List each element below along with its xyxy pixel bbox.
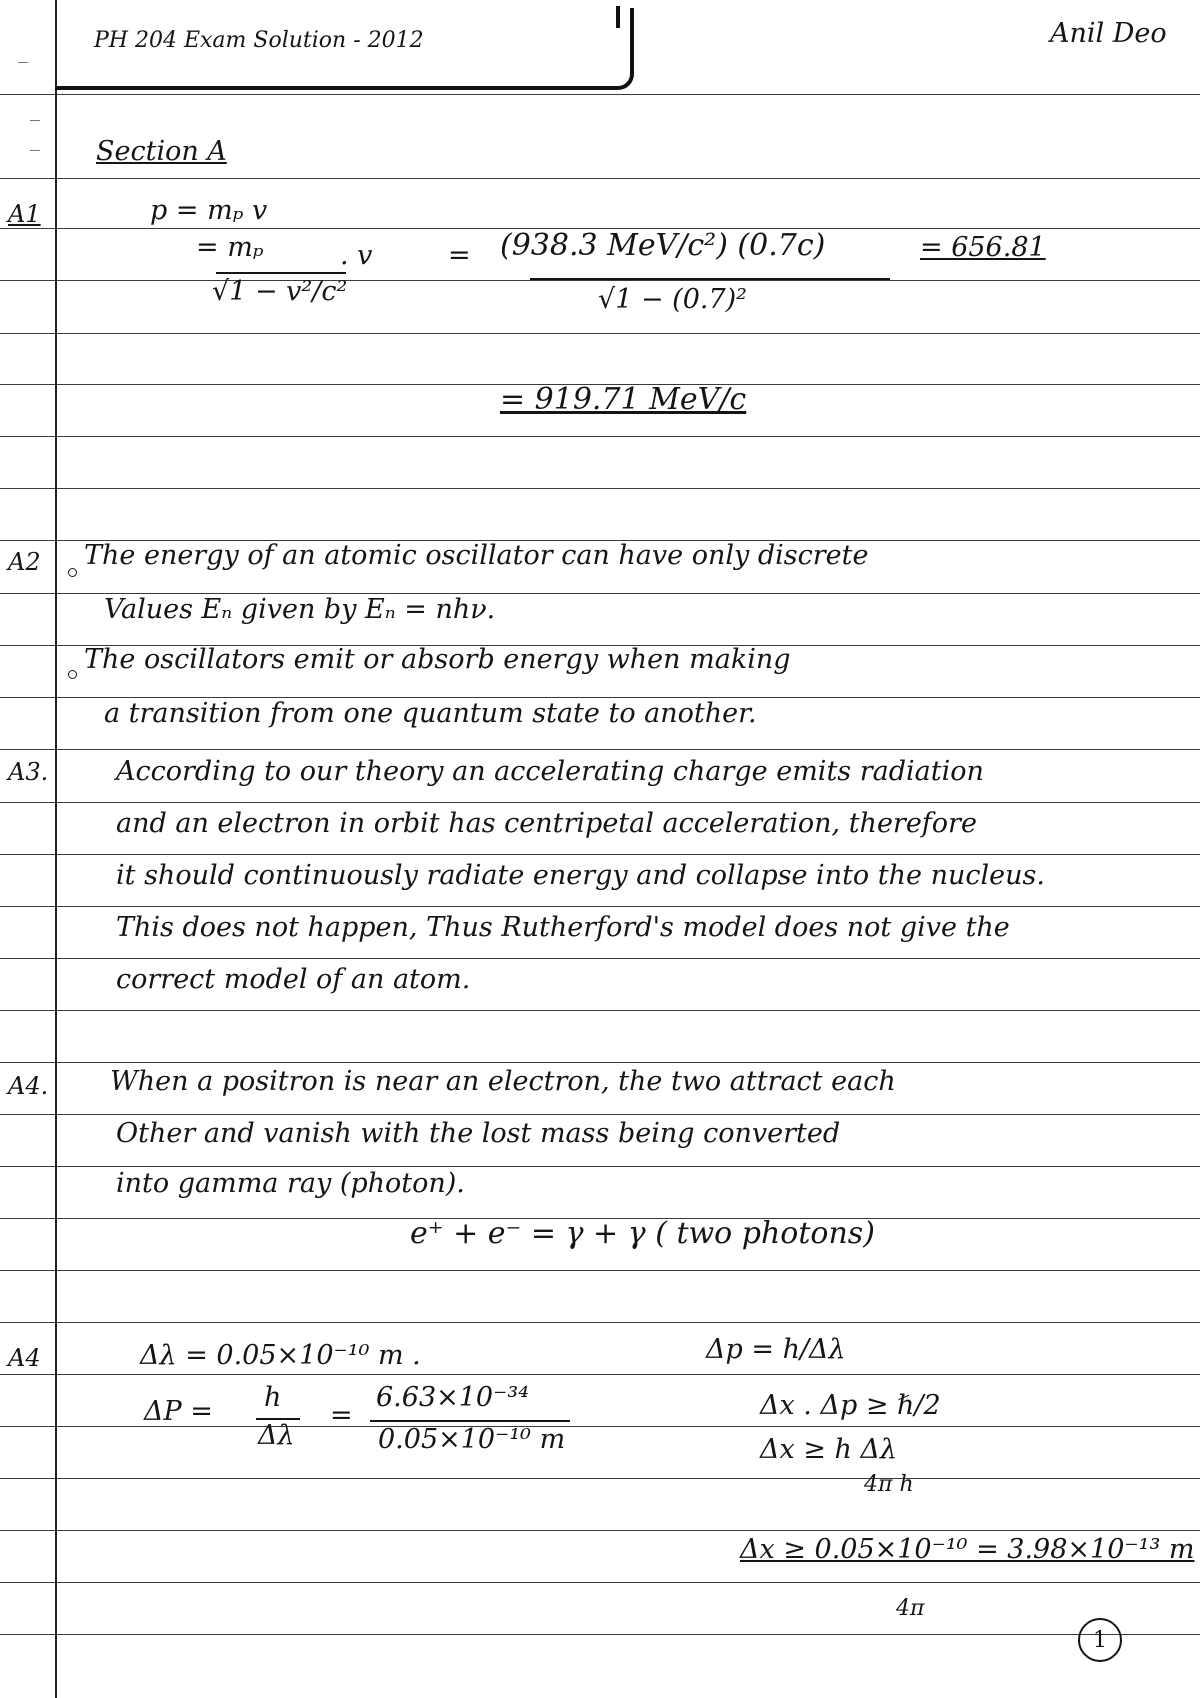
a3-line-3: it should continuously radiate energy and collapse into the nucleus. bbox=[116, 860, 1045, 891]
a3-line-5: correct model of an atom. bbox=[116, 964, 471, 995]
ruled-line bbox=[0, 1530, 1200, 1531]
question-label-a3: A3. bbox=[8, 758, 49, 786]
a5-final-result: Δx ≥ 0.05×10⁻¹⁰ = 3.98×10⁻¹³ m bbox=[740, 1534, 1195, 1565]
ruled-line bbox=[0, 333, 1200, 334]
ruled-line bbox=[0, 749, 1200, 750]
a1-intermediate-value: = 656.81 bbox=[920, 232, 1046, 263]
fraction-bar bbox=[370, 1420, 570, 1422]
ruled-line bbox=[0, 1322, 1200, 1323]
bullet-point bbox=[68, 568, 77, 577]
ruled-line bbox=[0, 488, 1200, 489]
a4-line-3: into gamma ray (photon). bbox=[116, 1168, 465, 1199]
a1-velocity-factor: . v bbox=[340, 240, 373, 271]
ruled-line bbox=[0, 958, 1200, 959]
a5-delta-p-lhs: ΔP = bbox=[144, 1396, 213, 1427]
question-label-a2: A2 bbox=[8, 548, 41, 576]
a2-line-2: Values Eₙ given by Eₙ = nhν. bbox=[104, 594, 496, 625]
header-box-cap bbox=[616, 6, 620, 28]
a5-delta-p-den: Δλ bbox=[258, 1420, 295, 1451]
a3-line-4: This does not happen, Thus Rutherford's model does not give the bbox=[116, 912, 1010, 943]
ruled-line bbox=[0, 1062, 1200, 1063]
a5-de-broglie-relation: Δp = h/Δλ bbox=[706, 1334, 846, 1365]
ruled-line bbox=[0, 1270, 1200, 1271]
a5-delta-p-equals: = bbox=[330, 1400, 353, 1431]
ruled-line bbox=[0, 280, 1200, 281]
ruled-line bbox=[0, 1166, 1200, 1167]
ruled-line bbox=[0, 1114, 1200, 1115]
margin-tick bbox=[18, 62, 28, 63]
a1-gamma-denominator: √1 − v²/c² bbox=[212, 276, 348, 307]
a5-uncertainty-principle: Δx . Δp ≥ ℏ/2 bbox=[760, 1390, 941, 1421]
question-label-a4: A4. bbox=[8, 1072, 49, 1100]
a4-annihilation-equation: e⁺ + e⁻ = γ + γ ( two photons) bbox=[410, 1216, 875, 1251]
a2-line-4: a transition from one quantum state to another. bbox=[104, 698, 757, 729]
ruled-line bbox=[0, 802, 1200, 803]
question-label-a1: A1 bbox=[8, 200, 41, 228]
question-label-a5: A4 bbox=[8, 1344, 41, 1372]
margin-line bbox=[55, 0, 57, 1698]
a3-line-2: and an electron in orbit has centripetal acceleration, therefore bbox=[116, 808, 977, 839]
fraction-bar bbox=[530, 278, 890, 280]
header-title: PH 204 Exam Solution - 2012 bbox=[94, 28, 424, 53]
a1-momentum-definition: p = mₚ v bbox=[150, 195, 268, 226]
a2-line-1: The energy of an atomic oscillator can have only discrete bbox=[84, 540, 869, 571]
a5-delta-p-num: h bbox=[264, 1382, 282, 1413]
ruled-line bbox=[0, 906, 1200, 907]
ruled-line bbox=[0, 436, 1200, 437]
a5-final-denominator: 4π bbox=[896, 1596, 925, 1621]
a5-delta-x-denominator: 4π h bbox=[864, 1472, 914, 1497]
ruled-line bbox=[0, 1478, 1200, 1479]
a4-line-2: Other and vanish with the lost mass being converted bbox=[116, 1118, 841, 1149]
a1-equals: = bbox=[448, 240, 471, 271]
author-name: Anil Deo bbox=[1050, 18, 1167, 49]
a3-line-1: According to our theory an accelerating charge emits radiation bbox=[116, 756, 984, 787]
ruled-line bbox=[0, 1010, 1200, 1011]
a1-substituted-numerator: (938.3 MeV/c²) (0.7c) bbox=[500, 228, 826, 263]
a2-line-3: The oscillators emit or absorb energy when making bbox=[84, 644, 791, 675]
a5-delta-x-inequality: Δx ≥ h Δλ bbox=[760, 1434, 898, 1465]
a5-delta-lambda: Δλ = 0.05×10⁻¹⁰ m . bbox=[140, 1340, 421, 1371]
page-number: 1 bbox=[1078, 1618, 1122, 1662]
bullet-point bbox=[68, 670, 77, 679]
a5-delta-p-value-num: 6.63×10⁻³⁴ bbox=[376, 1382, 529, 1413]
fraction-bar bbox=[216, 272, 346, 274]
a1-result: = 919.71 MeV/c bbox=[500, 382, 747, 417]
margin-tick bbox=[30, 150, 40, 151]
a5-delta-p-value-den: 0.05×10⁻¹⁰ m bbox=[378, 1424, 566, 1455]
ruled-line bbox=[0, 94, 1200, 95]
ruled-line bbox=[0, 854, 1200, 855]
margin-tick bbox=[30, 120, 40, 121]
section-title: Section A bbox=[96, 136, 227, 167]
ruled-line bbox=[0, 1374, 1200, 1375]
a1-mass-numerator: = mₚ bbox=[196, 232, 264, 263]
ruled-line bbox=[0, 1634, 1200, 1635]
a4-line-1: When a positron is near an electron, the two attract each bbox=[110, 1066, 896, 1097]
a1-substituted-denominator: √1 − (0.7)² bbox=[598, 284, 748, 315]
ruled-line bbox=[0, 1582, 1200, 1583]
ruled-line bbox=[0, 178, 1200, 179]
